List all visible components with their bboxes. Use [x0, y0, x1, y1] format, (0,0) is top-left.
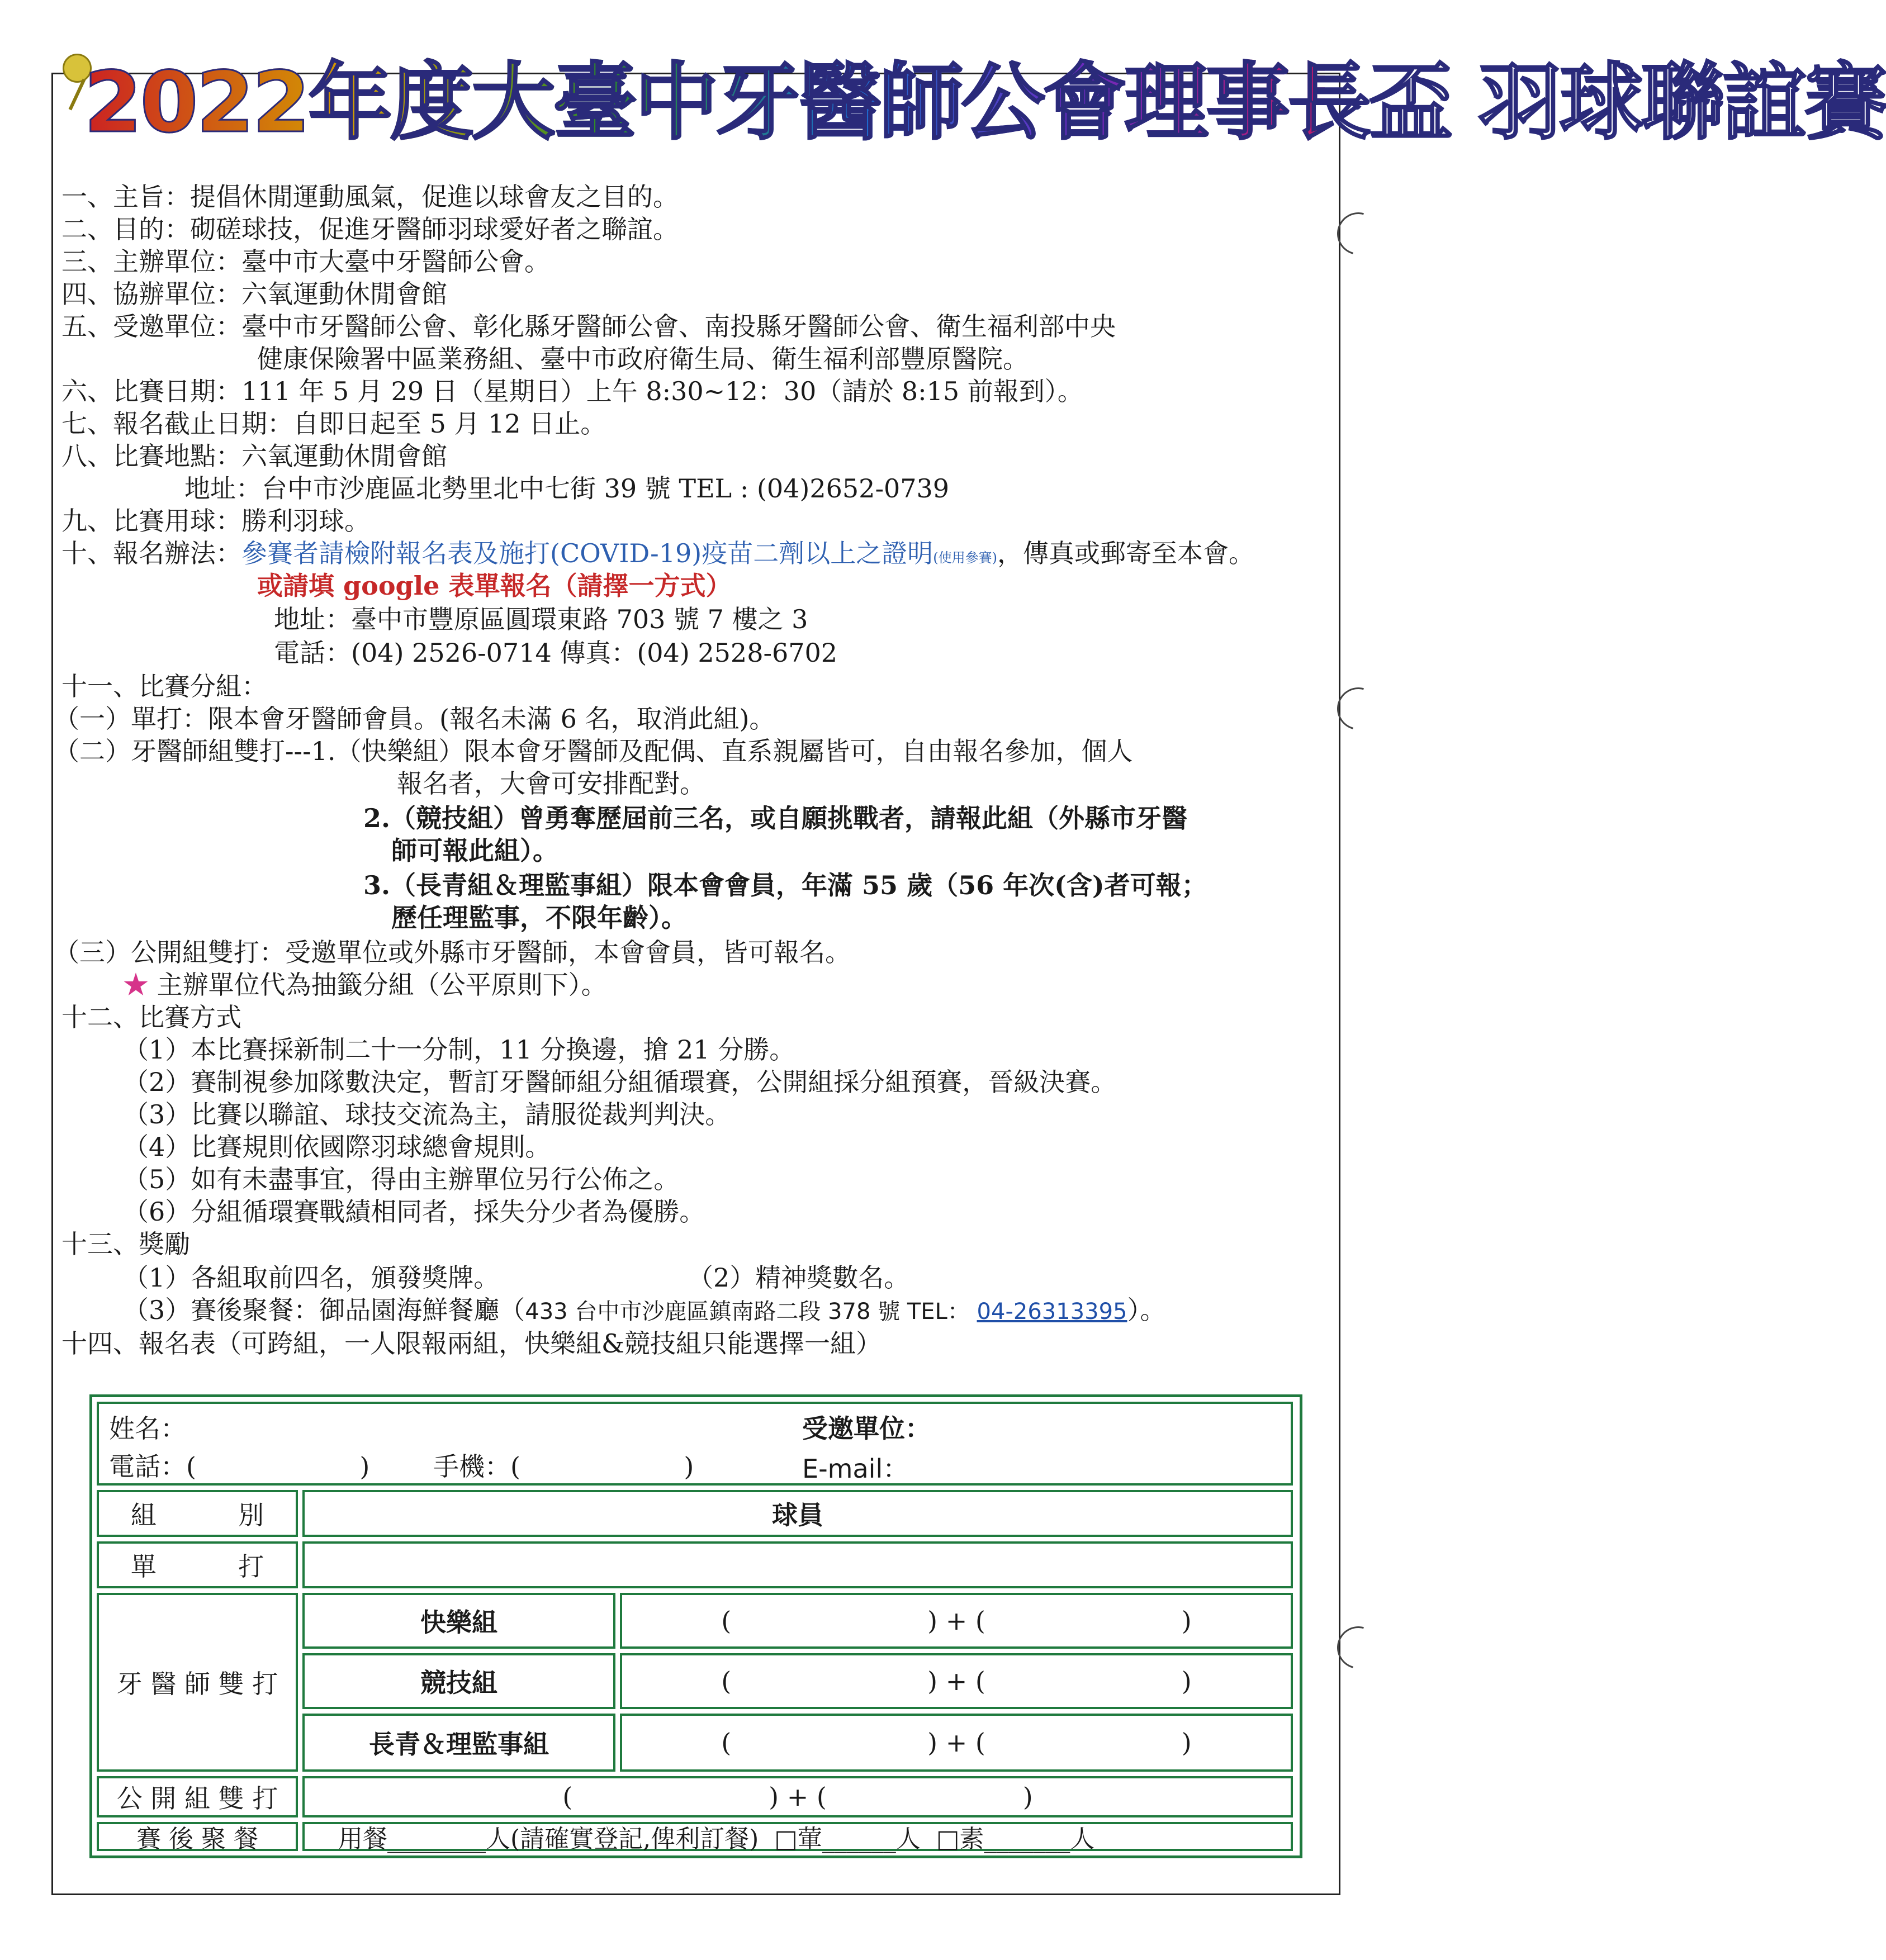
section-organizer: 三、主辦單位：臺中市大臺中牙醫師公會。 — [61, 246, 550, 277]
format-rule-4: （4）比賽規則依國際羽球總會規則。 — [123, 1132, 551, 1162]
open-doubles-pair-field[interactable]: ( ) + ( ) — [302, 1776, 1293, 1817]
registration-small-note: (使用參賽) — [933, 550, 997, 566]
section-awards: 十三、獎勵 — [61, 1229, 190, 1259]
section-registration — [61, 538, 1254, 573]
format-rule-2: （2）賽制視參加隊數決定，暫訂牙醫師組分組循環賽，公開組採分組預賽，晉級決賽。 — [123, 1067, 1117, 1097]
star-icon: ★ — [123, 970, 149, 1000]
mobile-field[interactable]: 手機：( ) — [433, 1451, 694, 1482]
singles-player-field[interactable] — [302, 1541, 1293, 1588]
senior-pair-field[interactable]: ( ) + ( ) — [620, 1714, 1293, 1772]
compete-group-label: 競技組 — [302, 1653, 615, 1709]
division-dentist-senior-cont: 歷任理監事，不限年齡）。 — [391, 903, 687, 933]
section-venue: 八、比賽地點：六氧運動休閒會館 — [61, 441, 447, 471]
registration-google-form[interactable]: 或請填 google 表單報名（請擇一方式） — [257, 571, 732, 601]
senior-group-label: 長青＆理監事組 — [302, 1714, 615, 1772]
award-spirit: （2）精神獎數名。 — [688, 1263, 910, 1293]
format-rule-5: （5）如有未盡事宜，得由主辦單位另行公佈之。 — [123, 1164, 680, 1194]
section-objective: 二、目的：砌磋球技，促進牙醫師羽球愛好者之聯誼。 — [61, 214, 679, 244]
section-shuttlecock: 九、比賽用球：勝利羽球。 — [61, 506, 370, 536]
division-open-doubles: （三）公開組雙打：受邀單位或外縣市牙醫師，本會會員，皆可報名。 — [54, 937, 851, 967]
singles-label: 單 打 — [97, 1541, 298, 1588]
dinner-phone-link[interactable]: 04-26313395 — [977, 1299, 1127, 1325]
division-dentist-compete-cont: 師可報此組）。 — [391, 836, 558, 866]
dentist-doubles-label: 牙 醫 師 雙 打 — [97, 1593, 298, 1772]
format-rule-3: （3）比賽以聯誼、球技交流為主，請服從裁判判決。 — [123, 1099, 731, 1130]
format-rule-1: （1）本比賽採新制二十一分制，11 分換邊，搶 21 分勝。 — [123, 1034, 795, 1065]
section-divisions: 十一、比賽分組： — [61, 671, 267, 701]
registration-label: 十、報名辦法： — [61, 538, 241, 568]
association-address: 地址：臺中市豐原區圓環東路 703 號 7 樓之 3 — [274, 604, 808, 634]
invited-unit-label: 受邀單位： — [802, 1413, 931, 1444]
association-phone-fax: 電話：(04) 2526-0714 傳真：(04) 2528-6702 — [274, 638, 838, 668]
registration-fax-mail: ，傳真或郵寄至本會。 — [997, 538, 1254, 568]
dinner-close: ）。 — [1127, 1295, 1166, 1325]
happy-group-label: 快樂組 — [302, 1593, 615, 1649]
phone-field[interactable]: 電話：( ) — [109, 1451, 370, 1482]
section-deadline: 七、報名截止日期：自即日起至 5 月 12 日止。 — [61, 409, 606, 439]
dinner-restaurant: （3）賽後聚餐：御品園海鮮餐廳（ — [123, 1295, 525, 1325]
registration-form — [89, 1394, 1302, 1858]
dinner-address: 433 台中市沙鹿區鎮南路二段 378 號 TEL： — [525, 1299, 977, 1325]
division-dentist-senior: 3.（長青組＆理監事組）限本會會員，年滿 55 歲（56 年次(含)者可報； — [363, 870, 1207, 900]
dinner-label: 賽 後 聚 餐 — [97, 1822, 298, 1851]
registration-covid-note: 參賽者請檢附報名表及施打(COVID-19)疫苗二劑以上之證明 — [241, 538, 933, 568]
section-co-organizer: 四、協辦單位：六氧運動休閒會館 — [61, 279, 447, 309]
section-invited: 五、受邀單位：臺中市牙醫師公會、彰化縣牙醫師公會、南投縣牙醫師公會、衛生福利部中央 — [61, 311, 1116, 341]
compete-pair-field[interactable]: ( ) + ( ) — [620, 1653, 1293, 1709]
division-singles: （一）單打：限本會牙醫師會員。(報名未滿 6 名，取消此組)。 — [54, 704, 775, 734]
happy-pair-field[interactable]: ( ) + ( ) — [620, 1593, 1293, 1649]
format-rule-6: （6）分組循環賽戰績相同者，採失分少者為優勝。 — [123, 1197, 705, 1227]
section-registration-form: 十四、報名表（可跨組，一人限報兩組，快樂組&競技組只能選擇一組） — [61, 1328, 882, 1359]
player-header: 球員 — [302, 1490, 1293, 1537]
venue-address: 地址：台中市沙鹿區北勢里北中七街 39 號 TEL : (04)2652-0739 — [184, 473, 950, 504]
division-dentist-compete: 2.（競技組）曾勇奪歷屆前三名，或自願挑戰者，請報此組（外縣市牙醫 — [363, 803, 1188, 833]
draw-note — [123, 969, 607, 1000]
open-doubles-label: 公 開 組 雙 打 — [97, 1776, 298, 1817]
section-invited-cont: 健康保險署中區業務組、臺中市政府衛生局、衛生福利部豐原醫院。 — [257, 344, 1029, 374]
section-date: 六、比賽日期：111 年 5 月 29 日（星期日）上午 8:30~12：30（請於 8:15 前報到）。 — [61, 376, 1083, 406]
award-medals: （1）各組取前四名，頒發獎牌。 — [123, 1263, 500, 1293]
award-dinner — [123, 1294, 1165, 1327]
division-dentist-happy-cont: 報名者，大會可安排配對。 — [397, 768, 705, 799]
email-field[interactable]: E-mail： — [802, 1454, 909, 1484]
division-dentist-happy: （二）牙醫師組雙打---1.（快樂組）限本會牙醫師及配偶、直系親屬皆可，自由報名參加，個人 — [54, 736, 1133, 766]
dinner-registration-field[interactable]: 用餐________人(請確實登記,俾利訂餐) □葷______人 □素_______人 — [302, 1822, 1293, 1851]
group-header: 組 別 — [97, 1490, 298, 1537]
section-format: 十二、比賽方式 — [61, 1002, 241, 1032]
name-label: 姓名： — [109, 1413, 186, 1444]
section-purpose: 一、主旨：提倡休閒運動風氣，促進以球會友之目的。 — [61, 182, 679, 212]
page-title: 2022年度大臺中牙醫師公會理事長盃 羽球聯誼賽 — [84, 39, 1325, 151]
draw-note-text: 主辦單位代為抽籤分組（公平原則下）。 — [157, 970, 607, 1000]
